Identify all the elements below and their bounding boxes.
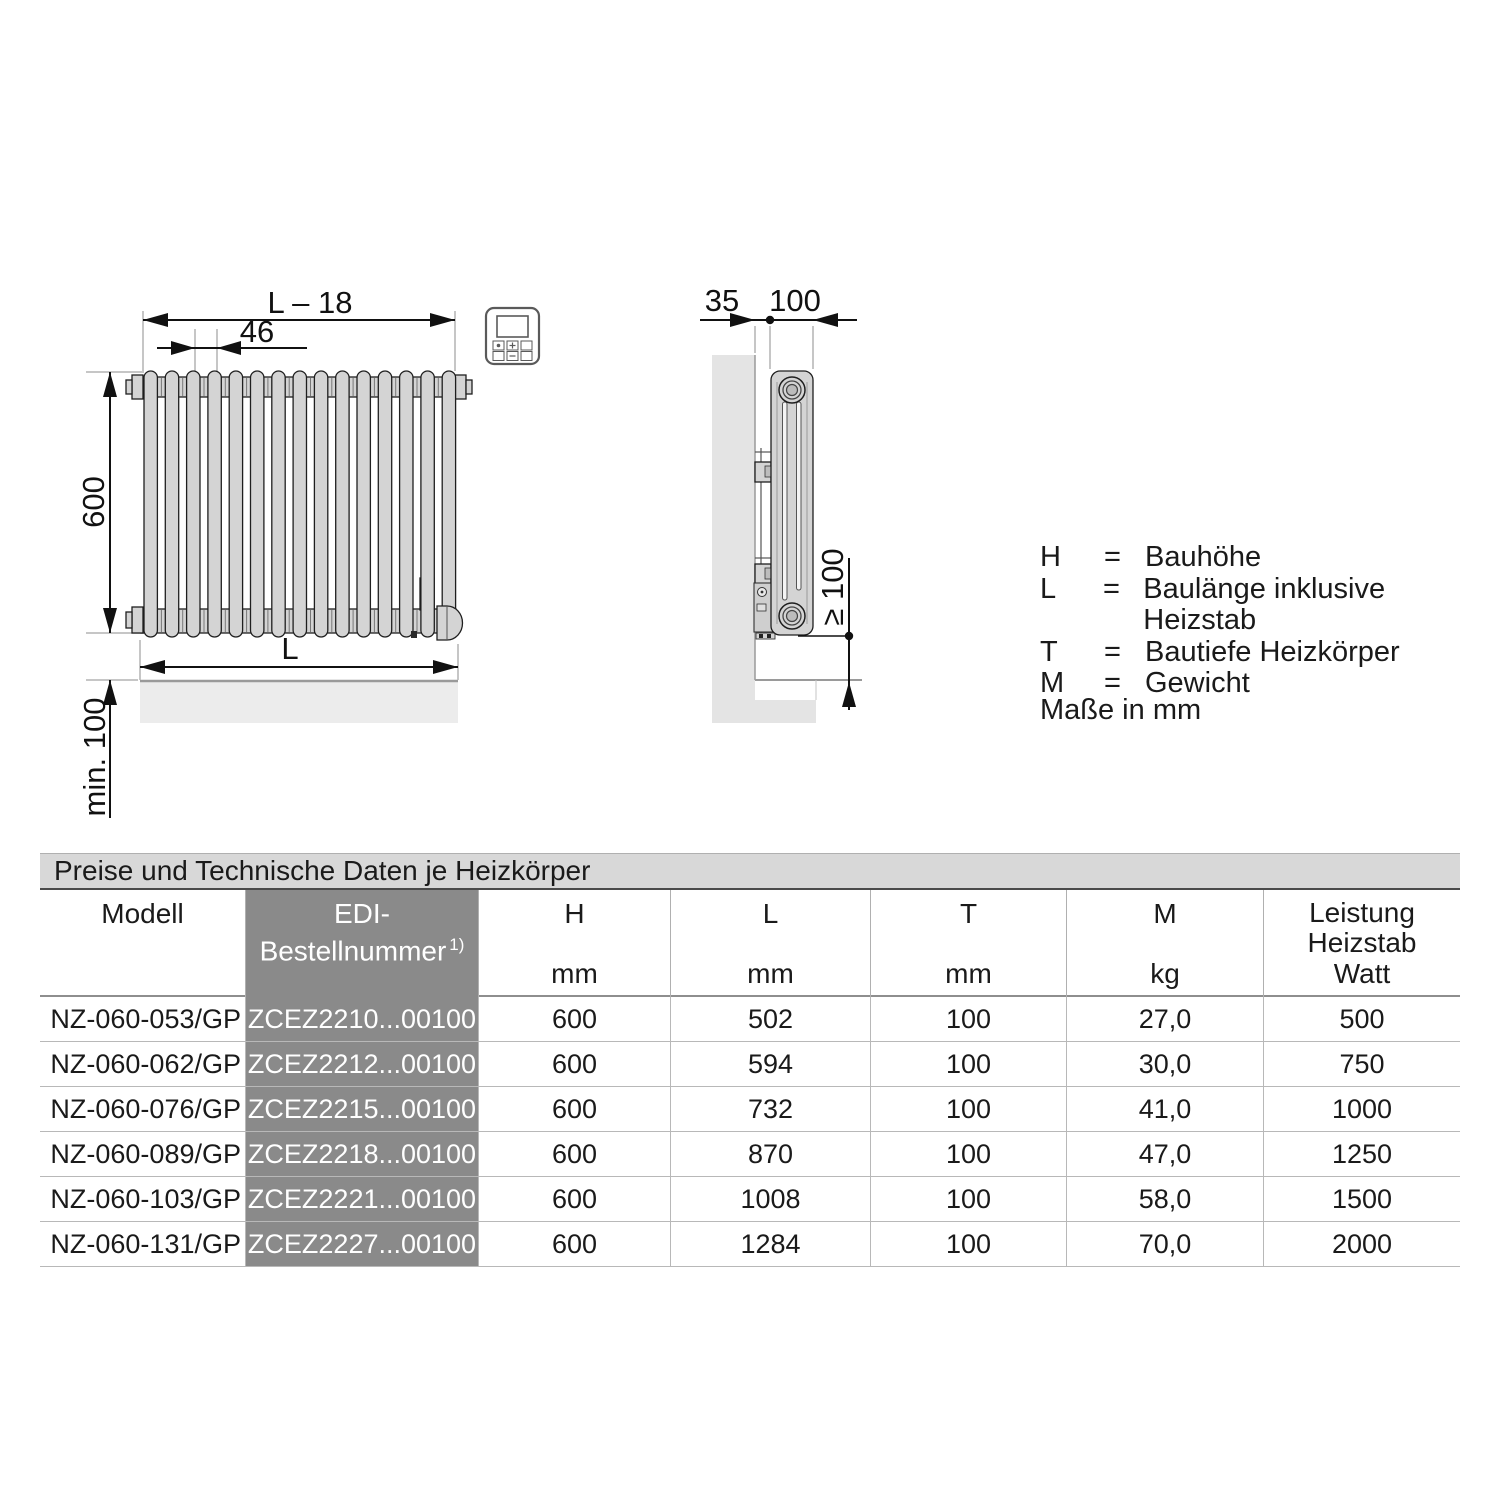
table-row (40, 1177, 1460, 1222)
unit-label: mm (747, 958, 794, 989)
unit-label: mm (551, 958, 598, 989)
dimension-L-minus-18 (143, 285, 455, 327)
cell-modell: NZ-060-089/GP (50, 1138, 241, 1169)
table-row (40, 1042, 1460, 1087)
floor (140, 681, 458, 723)
cell-watt: 1250 (1263, 1132, 1460, 1176)
unit-label: kg (1150, 958, 1180, 989)
dim-label-height: 600 (76, 476, 111, 528)
legend-text: Baulänge inklusive Heizstab (1143, 572, 1386, 636)
dim-label-depth: 100 (769, 283, 821, 318)
table-row (40, 997, 1460, 1042)
cell-m: 70,0 (1066, 1222, 1263, 1266)
legend-equals: = (1104, 667, 1121, 699)
dim-label-floor-clearance: min. 100 (77, 697, 112, 817)
cell-l: 1284 (670, 1222, 870, 1266)
dim-label-length: L (281, 631, 299, 666)
cell-edi: ZCEZ2215...00100 (245, 1087, 478, 1131)
table-row (40, 1132, 1460, 1177)
legend-text: Bauhöhe (1145, 541, 1262, 573)
cell-m: 41,0 (1066, 1087, 1263, 1131)
table-title: Preise und Technische Daten je Heizkörper (40, 853, 1460, 890)
legend-symbol: T (1040, 635, 1058, 668)
wall (712, 355, 755, 723)
unit-label: mm (945, 958, 992, 989)
cell-modell: NZ-060-053/GP (50, 1003, 241, 1034)
cell-l: 732 (670, 1087, 870, 1131)
cell-h: 600 (478, 1087, 670, 1131)
cell-h: 600 (478, 1177, 670, 1221)
cell-l: 594 (670, 1042, 870, 1086)
cell-h: 600 (478, 1132, 670, 1176)
table-header-row (40, 890, 1460, 997)
dimension-height-600 (76, 372, 117, 633)
cell-m: 27,0 (1066, 997, 1263, 1041)
cell-watt: 1000 (1263, 1087, 1460, 1131)
cell-t: 100 (870, 1132, 1066, 1176)
legend-equals: = (1102, 572, 1120, 605)
col-header-modell: Modell (101, 898, 184, 929)
col-header-edi: EDI- Bestellnummer $^{1)}$ (245, 890, 478, 1000)
legend-equals: = (1104, 635, 1121, 668)
cell-watt: 500 (1263, 997, 1460, 1041)
dim-label-pitch: 46 (239, 314, 275, 349)
dim-label-wall: 35 (704, 283, 740, 318)
cell-edi: ZCEZ2227...00100 (245, 1222, 478, 1266)
cell-t: 100 (870, 997, 1066, 1041)
cell-l: 502 (670, 997, 870, 1041)
dimension-wall-35 (700, 283, 857, 327)
floor-slab (712, 700, 816, 723)
cell-t: 100 (870, 1042, 1066, 1086)
legend-text: Bautiefe Heizkörper (1145, 635, 1400, 668)
cell-watt: 2000 (1263, 1222, 1460, 1266)
cell-watt: 750 (1263, 1042, 1460, 1086)
cell-t: 100 (870, 1087, 1066, 1131)
legend-symbol: H (1040, 541, 1061, 573)
legend-equals: = (1104, 541, 1121, 573)
dim-label-top: L – 18 (267, 285, 353, 320)
cell-m: 58,0 (1066, 1177, 1263, 1221)
cell-l: 1008 (670, 1177, 870, 1221)
table-row (40, 1222, 1460, 1267)
col-header-leistung: Leistung Heizstab Watt (1263, 890, 1460, 1000)
cell-m: 30,0 (1066, 1042, 1263, 1086)
col-header-t: T mm (870, 890, 1066, 1000)
cell-modell: NZ-060-062/GP (50, 1048, 241, 1079)
cell-edi: ZCEZ2221...00100 (245, 1177, 478, 1221)
cell-edi: ZCEZ2210...00100 (245, 997, 478, 1041)
dimension-floor-clearance (77, 680, 117, 818)
cell-h: 600 (478, 1042, 670, 1086)
cell-t: 100 (870, 1222, 1066, 1266)
col-header-m: M kg (1066, 890, 1263, 1000)
radiator-tubes (144, 371, 456, 637)
spec-table (40, 853, 1460, 1267)
front-view (76, 285, 539, 818)
legend-text: Gewicht (1145, 667, 1250, 699)
cell-m: 47,0 (1066, 1132, 1263, 1176)
unit-label: Watt (1333, 958, 1391, 989)
cell-modell: NZ-060-103/GP (50, 1183, 241, 1214)
cell-edi: ZCEZ2212...00100 (245, 1042, 478, 1086)
col-header-h: H mm (478, 890, 670, 1000)
controller-icon (486, 308, 539, 364)
cell-h: 600 (478, 997, 670, 1041)
dim-label-bottom-clearance: ≥ 100 (815, 548, 850, 626)
side-view (700, 283, 862, 723)
legend-row (1040, 542, 1500, 574)
cell-h: 600 (478, 1222, 670, 1266)
cell-watt: 1500 (1263, 1177, 1460, 1221)
legend-row (1040, 574, 1500, 637)
legend (1040, 542, 1500, 700)
col-header-l: L mm (670, 890, 870, 1000)
cell-t: 100 (870, 1177, 1066, 1221)
legend-symbol: M (1040, 667, 1065, 699)
cell-l: 870 (670, 1132, 870, 1176)
cell-edi: ZCEZ2218...00100 (245, 1132, 478, 1176)
legend-row (1040, 637, 1500, 669)
cell-modell: NZ-060-131/GP (50, 1228, 241, 1259)
units-note: Maße in mm (1040, 694, 1202, 726)
legend-symbol: L (1040, 572, 1057, 605)
radiator-side-body (771, 371, 813, 635)
table-row (40, 1087, 1460, 1132)
cell-modell: NZ-060-076/GP (50, 1093, 241, 1124)
footnote-marker: 1) (449, 935, 465, 954)
